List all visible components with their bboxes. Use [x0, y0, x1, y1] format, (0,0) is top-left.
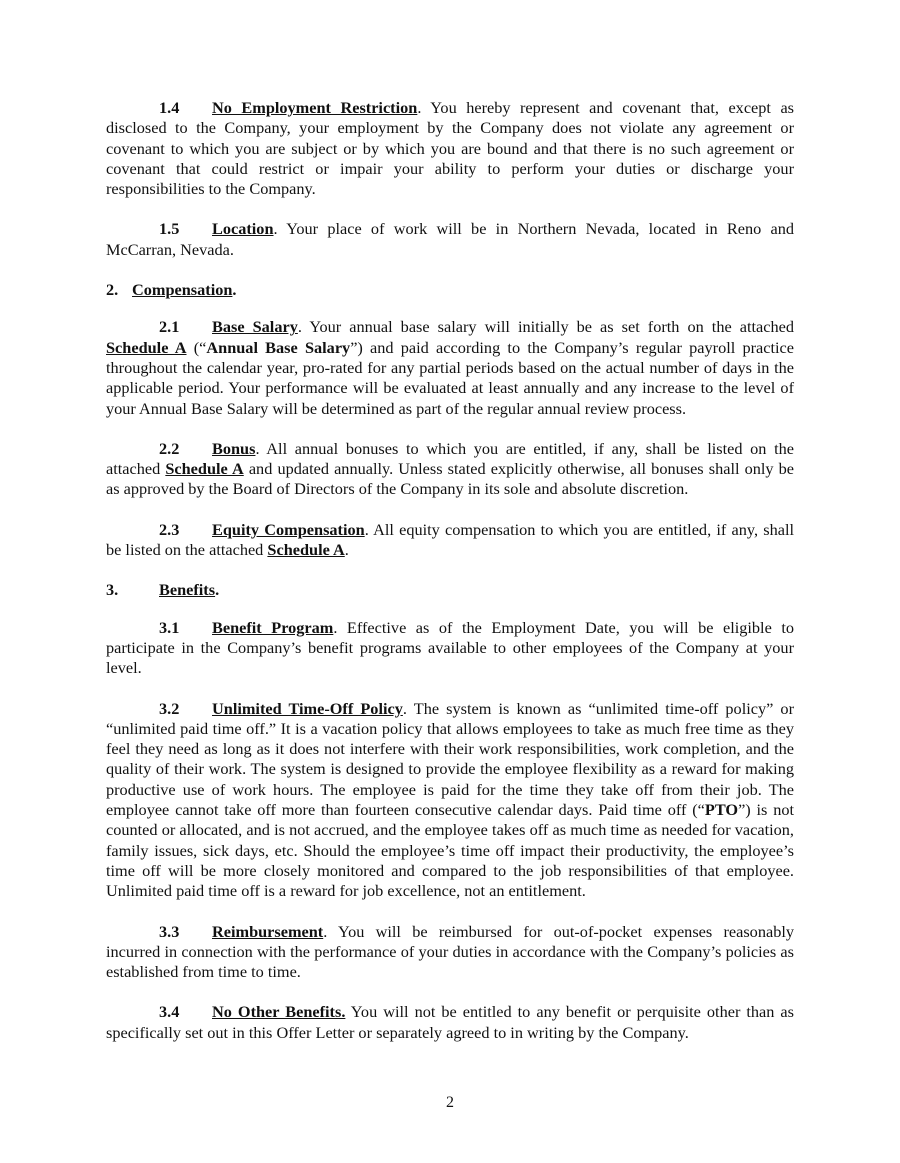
page-number: 2 [446, 1094, 454, 1111]
defined-term: PTO [704, 800, 739, 820]
section-text: . Your place of work will be in Northern Nevada, located in Reno and McCarran, Nevada. [106, 219, 794, 259]
section-title: Benefit Program [212, 617, 334, 637]
heading-number: 2. [106, 280, 119, 300]
section-text: . All equity compensation to which you are entitled, if any, shall be listed on the attached [106, 519, 794, 560]
section-number: 3.4 [159, 1002, 180, 1022]
section-2-3 [106, 520, 794, 561]
section-text: . You hereby represent and covenant that, except as disclosed to the Company, your employment by the Company does not violate any agreement or covenant to which you are subject or by which you are bound and that there is no such agreement or covenant that could restrict or impair your ability to perform your duties or discharge your responsibilities to the Company. [106, 98, 795, 199]
section-text: . You will be reimbursed for out-of-pocket expenses reasonably incurred in connection with the performance of your duties in accordance with the Company’s policies as established from time to time. [106, 921, 794, 982]
heading-title: Compensation [132, 280, 233, 300]
section-number: 2.1 [159, 317, 180, 337]
schedule-reference: Schedule A [165, 459, 244, 479]
section-number: 3.1 [159, 617, 180, 637]
section-title: No Employment Restriction [212, 98, 418, 117]
section-number: 3.2 [159, 698, 180, 718]
section-number: 1.5 [159, 219, 180, 239]
section-title: Equity Compensation [212, 519, 365, 539]
section-text: . [344, 540, 349, 560]
section-2-2 [106, 439, 794, 500]
section-1-5 [106, 219, 794, 260]
section-number: 2.2 [159, 438, 180, 458]
heading-title: Benefits [159, 580, 216, 600]
section-text: . Effective as of the Employment Date, you will be eligible to participate in the Company’s benefit programs available to other employees of the Company at your level. [106, 617, 794, 678]
section-title: Location [212, 219, 274, 239]
section-title: Base Salary [212, 317, 298, 337]
section-text: . All annual bonuses to which you are entitled, if any, shall be listed on the attached [106, 438, 794, 479]
heading-benefits [106, 580, 794, 600]
section-text: . The system is known as “unlimited time-off policy” or “unlimited paid time off.” It is a vacation policy that allows employees to take as much free time as they feel they need as long as it does not interfere with their work responsibilities, work completion, and the quality of their work. The system is designed to provide the employee flexibility as a reward for making productive use of work hours. The employee is paid for the time they take off from their job. The employee cannot take off more than fourteen consecutive calendar days. Paid time off (“ [106, 698, 794, 820]
defined-term: Annual Base Salary [206, 337, 351, 357]
section-text: . Your annual base salary will initially be as set forth on the attached [297, 317, 794, 337]
section-title: No Other Benefits. [212, 1002, 346, 1022]
section-text: and updated annually. Unless stated explicitly otherwise, all bonuses shall only be as approved by the Board of Directors of the Company in its sole and absolute discretion. [106, 459, 794, 499]
schedule-reference: Schedule A [267, 540, 345, 560]
section-number: 1.4 [159, 98, 180, 117]
section-text: ”) and paid according to the Company’s regular payroll practice throughout the calendar year, pro-rated for any partial periods based on the actual number of days in the applicable period. Your performance will be evaluated at least annually and any increase to the level of your Annual Base Salary will be determined as part of the regular annual review process. [106, 337, 794, 418]
section-1-4 [106, 98, 794, 199]
section-number: 2.3 [159, 519, 180, 539]
section-title: Reimbursement [212, 921, 324, 941]
section-3-4 [106, 1002, 794, 1043]
section-3-3 [106, 922, 794, 983]
section-3-2 [106, 699, 794, 902]
section-number: 3.3 [159, 921, 180, 941]
section-text: (“ [186, 337, 207, 357]
section-title: Unlimited Time-Off Policy [212, 698, 403, 718]
section-2-1 [106, 317, 794, 418]
section-title: Bonus [212, 438, 256, 458]
section-text: ”) is not counted or allocated, and is not accrued, and the employee takes off as much time as needed for vacation, family issues, sick days, etc. Should the employee’s time off impact their productivity, the employee’s time off will be more closely monitored and compared to the job responsibilities of that employee. Unlimited paid time off is a reward for job excellence, not an entitlement. [106, 800, 794, 901]
section-text: You will not be entitled to any benefit or perquisite other than as specifically set out in this Offer Letter or separately agreed to in writing by the Company. [106, 1002, 794, 1042]
heading-period: . [232, 280, 237, 300]
heading-period: . [215, 580, 220, 600]
section-3-1 [106, 618, 794, 679]
heading-compensation [106, 280, 794, 300]
document-page [106, 98, 794, 1063]
schedule-reference: Schedule A [106, 337, 187, 357]
heading-number: 3. [106, 580, 119, 600]
